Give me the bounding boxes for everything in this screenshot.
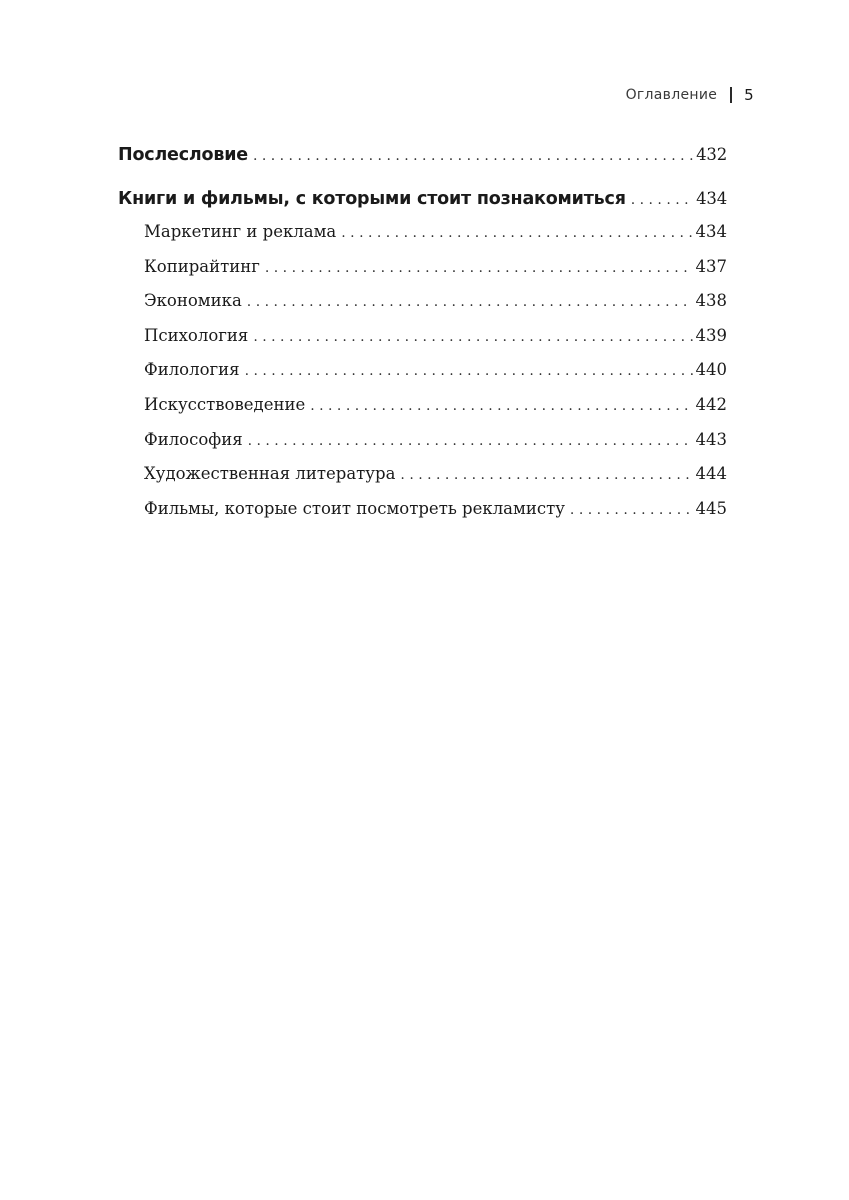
toc-subentry[interactable]	[118, 492, 727, 527]
running-header	[626, 86, 754, 104]
toc-subentry-title: Фильмы, которые стоит посмотреть рекламисту	[144, 498, 565, 518]
toc-subentry-page: 445	[695, 498, 727, 518]
toc-subentry[interactable]	[118, 423, 727, 458]
toc-subentry-page: 442	[695, 394, 727, 414]
dot-leader	[570, 493, 693, 528]
toc-subentry[interactable]	[118, 457, 727, 492]
page-number: 5	[744, 86, 754, 104]
toc-subentry-page: 439	[695, 325, 727, 345]
toc-subentry-title: Искусствоведение	[144, 394, 306, 414]
toc-subentry[interactable]	[118, 250, 727, 285]
toc-entry-page: 432	[696, 145, 727, 164]
dot-leader	[310, 389, 692, 424]
toc-entry-title: Книги и фильмы, с которыми стоит познакомиться	[118, 189, 626, 209]
toc-subentry[interactable]	[118, 353, 727, 388]
toc-subentry-title: Экономика	[144, 291, 242, 311]
toc-subentry-title: Филология	[144, 360, 240, 380]
dot-leader	[247, 285, 693, 320]
toc-entry-books-and-films[interactable]	[118, 189, 727, 215]
toc-subentry[interactable]	[118, 319, 727, 354]
toc-subentry-page: 438	[695, 291, 727, 311]
dot-leader	[400, 458, 692, 493]
toc-subentry-title: Художественная литература	[144, 464, 396, 484]
toc-subentry[interactable]	[118, 215, 727, 250]
dot-leader	[341, 216, 692, 251]
toc-subentry-page: 437	[695, 256, 727, 276]
toc-subentry[interactable]	[118, 388, 727, 423]
dot-leader	[248, 424, 693, 459]
toc-subentry-title: Маркетинг и реклама	[144, 222, 337, 241]
toc-entry-afterword[interactable]	[118, 145, 727, 171]
dot-leader	[245, 354, 693, 389]
toc-entry-title: Послесловие	[118, 145, 248, 165]
toc-subentry[interactable]	[118, 284, 727, 319]
toc-subentry-title: Психология	[144, 325, 249, 345]
toc-subentry-title: Философия	[144, 429, 243, 449]
toc-subentry-page: 443	[695, 429, 727, 449]
toc-entry-page: 434	[696, 189, 727, 208]
table-of-contents	[118, 145, 727, 526]
dot-leader	[265, 251, 693, 286]
toc-subentry-page: 444	[695, 464, 727, 484]
dot-leader	[253, 320, 692, 355]
toc-subentry-page: 434	[695, 222, 727, 241]
toc-subentry-page: 440	[695, 360, 727, 380]
header-divider	[730, 87, 732, 103]
dot-leader	[631, 192, 693, 208]
dot-leader	[253, 148, 693, 164]
running-header-title: Оглавление	[625, 87, 718, 103]
toc-subentry-title: Копирайтинг	[144, 256, 260, 276]
